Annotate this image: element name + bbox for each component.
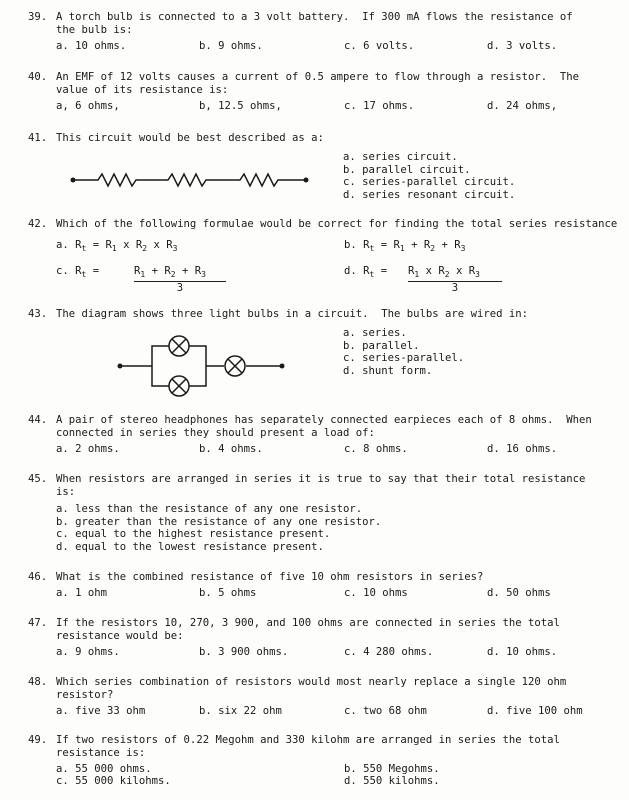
- option-d: d. 24 ohms,: [487, 100, 558, 112]
- option-a: a. series circuit.: [343, 151, 458, 163]
- question-47: [28, 617, 628, 659]
- option-c: c. series-parallel.: [343, 352, 465, 364]
- question-48: [28, 676, 628, 718]
- formula-d: d. $R_t$ =: [344, 265, 388, 279]
- formula-d-denominator: 3: [408, 281, 502, 294]
- option-d: d. equal to the lowest resistance present.: [56, 540, 324, 553]
- option-c: c. 17 ohms.: [344, 100, 415, 112]
- option-d: d. series resonant circuit.: [343, 188, 516, 201]
- option-d: d. 550 kilohms.: [344, 775, 440, 787]
- option-b: b, 12.5 ohms,: [199, 100, 282, 112]
- option-b: b. parallel circuit.: [343, 163, 471, 176]
- question-number: 43.: [28, 308, 48, 320]
- question-number: 42.: [28, 218, 48, 230]
- question-number: 48.: [28, 676, 48, 688]
- question-text: The diagram shows three light bulbs in a circuit. The bulbs are wired in:: [56, 308, 528, 320]
- option-a: a. 2 ohms.: [56, 443, 120, 455]
- question-49: [28, 734, 628, 789]
- question-text: A torch bulb is connected to a 3 volt battery. If 300 mA flows the resistance of the bulb is:: [56, 11, 573, 36]
- option-c: c. two 68 ohm: [344, 705, 427, 717]
- option-b: b. 4 ohms.: [199, 443, 263, 455]
- option-a: a. 10 ohms.: [56, 40, 127, 52]
- option-c: c. series-parallel circuit.: [343, 176, 516, 188]
- option-c: c. 6 volts.: [344, 40, 415, 52]
- question-text: If the resistors 10, 270, 3 900, and 100 ohms are connected in series the total resistance would be:: [56, 617, 560, 642]
- question-number: 47.: [28, 617, 48, 629]
- option-a: a. less than the resistance of any one resistor.: [56, 503, 363, 515]
- question-42: [28, 218, 628, 298]
- option-a: a. 1 ohm: [56, 587, 108, 599]
- question-number: 44.: [28, 414, 48, 426]
- question-text: If two resistors of 0.22 Megohm and 330 kilohm are arranged in series the total resistance is:: [56, 734, 560, 759]
- question-text: What is the combined resistance of five 10 ohm resistors in series?: [56, 571, 484, 583]
- question-number: 46.: [28, 571, 48, 583]
- option-c: c. equal to the highest resistance present.: [56, 528, 331, 540]
- formula-c-numerator: $R_1 + R_2 + R_3$: [134, 265, 206, 279]
- question-40: [28, 71, 628, 113]
- question-text: Which series combination of resistors would most nearly replace a single 120 ohm resistor?: [56, 676, 567, 701]
- formula-a: a. $R_t = R_1$ x $R_2$ x $R_3$: [56, 239, 178, 253]
- question-39: [28, 11, 628, 53]
- series-resistors-diagram: [68, 168, 313, 192]
- option-c: c. 4 280 ohms.: [344, 646, 434, 658]
- formula-c: c. $R_t$ =: [56, 265, 100, 279]
- option-c: c. 10 ohms: [344, 587, 408, 599]
- question-number: 45.: [28, 473, 48, 485]
- formula-d-numerator: $R_1$ x $R_2$ x $R_3$: [408, 265, 480, 279]
- light-bulbs-circuit-diagram: [114, 334, 314, 398]
- formula-c-denominator: 3: [134, 281, 226, 294]
- question-text: This circuit would be best described as a:: [56, 132, 324, 144]
- option-d: d. 10 ohms.: [487, 646, 558, 658]
- option-b: b. six 22 ohm: [199, 705, 282, 717]
- question-text: When resistors are arranged in series it is true to say that their total resistance is:: [56, 473, 586, 498]
- question-number: 49.: [28, 734, 48, 746]
- option-c: c. 8 ohms.: [344, 443, 408, 455]
- question-44: [28, 414, 628, 456]
- option-a: a, 6 ohms,: [56, 100, 120, 112]
- option-a: a. five 33 ohm: [56, 705, 146, 717]
- option-b: b. 9 ohms.: [199, 40, 263, 52]
- question-number: 39.: [28, 11, 48, 23]
- question-text: Which of the following formulae would be correct for finding the total series resistance: [56, 218, 618, 230]
- option-a: a. series.: [343, 327, 407, 339]
- option-b: b. greater than the resistance of any one resistor.: [56, 515, 382, 528]
- option-d: d. 50 ohms: [487, 587, 551, 599]
- option-d: d. shunt form.: [343, 364, 433, 377]
- option-b: b. 5 ohms: [199, 587, 257, 599]
- option-d: d. 16 ohms.: [487, 443, 558, 455]
- question-45: [28, 473, 628, 553]
- option-d: d. 3 volts.: [487, 40, 558, 52]
- option-b: b. parallel.: [343, 339, 420, 352]
- option-c: c. 55 000 kilohms.: [56, 775, 171, 787]
- question-number: 40.: [28, 71, 48, 83]
- question-number: 41.: [28, 132, 48, 144]
- option-b: b. 550 Megohms.: [344, 763, 440, 775]
- question-text: A pair of stereo headphones has separately connected earpieces each of 8 ohms. When connected in series they should present a load of:: [56, 414, 592, 439]
- option-a: a. 55 000 ohms.: [56, 763, 152, 775]
- option-b: b. 3 900 ohms.: [199, 646, 289, 658]
- question-46: [28, 571, 628, 600]
- option-a: a. 9 ohms.: [56, 646, 120, 658]
- formula-b: b. $R_t = R_1 + R_2 + R_3$: [344, 239, 466, 253]
- question-text: An EMF of 12 volts causes a current of 0.5 ampere to flow through a resistor. The value of its resistance is:: [56, 71, 579, 96]
- option-d: d. five 100 ohm: [487, 705, 583, 717]
